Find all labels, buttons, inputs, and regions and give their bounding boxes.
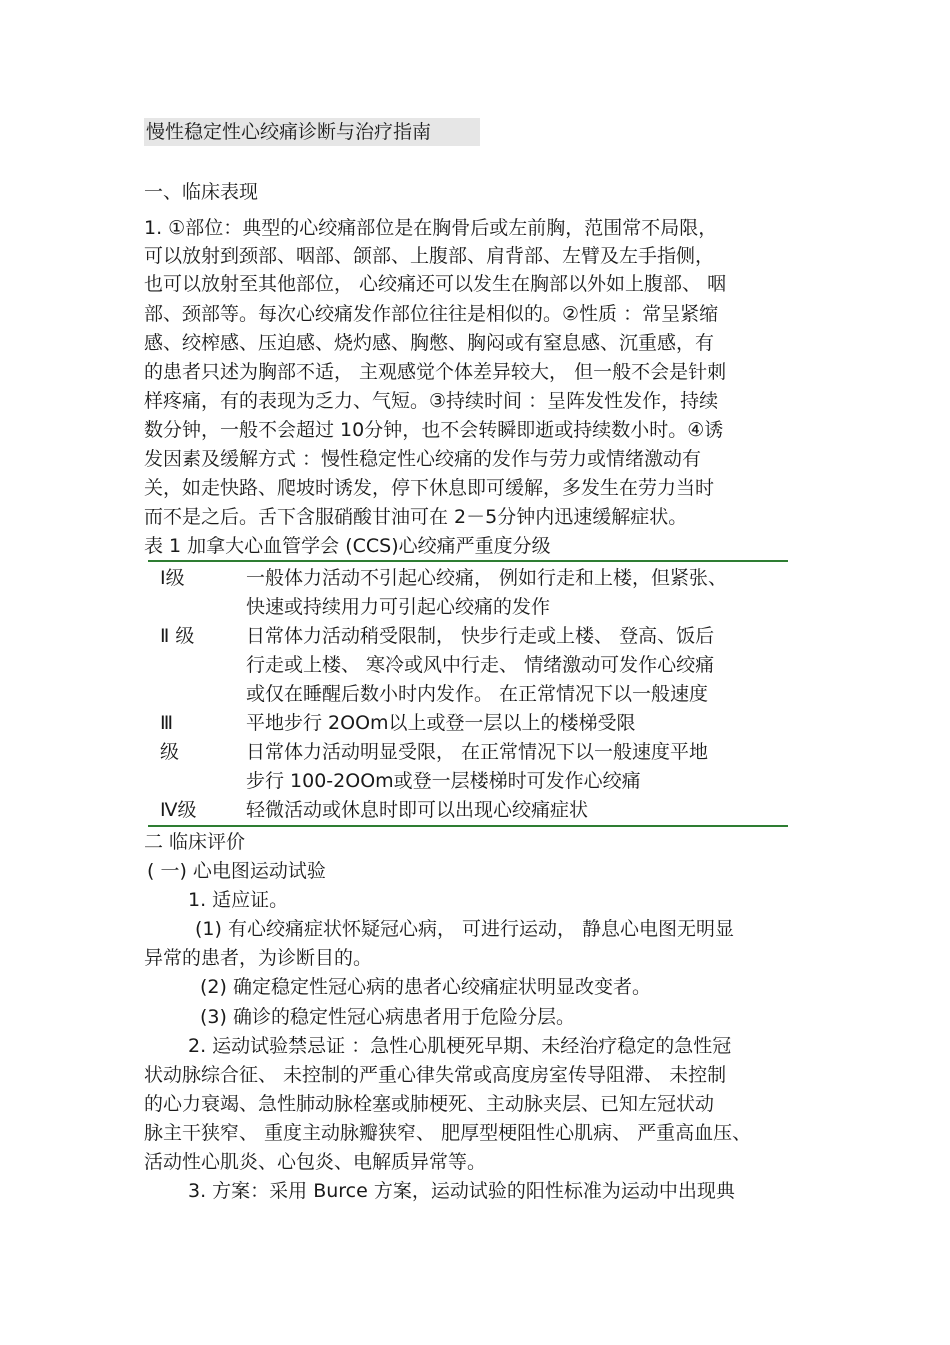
indication-point: (3) 确诊的稳定性冠心病患者用于危险分层。 — [200, 1006, 575, 1028]
table-cell-desc: 平地步行 2OOm以上或登一层以上的楼梯受限 — [246, 712, 636, 734]
table-cell-desc: 日常体力活动稍受限制， 快步行走或上楼、 登高、饭后 — [246, 625, 715, 647]
paragraph-line: 关，如走快路、爬坡时诱发，停下休息即可缓解，多发生在劳力当时 — [144, 477, 715, 499]
table-cell-desc: 或仅在睡醒后数小时内发作。 在正常情况下以一般速度 — [246, 683, 709, 705]
indication-point: 异常的患者，为诊断目的。 — [144, 947, 373, 969]
document-title: 慢性稳定性心绞痛诊断与治疗指南 — [144, 118, 480, 146]
paragraph-line: 样疼痛，有的表现为乏力、气短。③持续时间 ：呈阵发性发作，持续 — [144, 390, 719, 412]
subsection-heading-ecg-exercise-test: ( 一) 心电图运动试验 — [147, 860, 326, 882]
paragraph-line: 部、颈部等。每次心绞痛发作部位往往是相似的。②性质 ：常呈紧缩 — [144, 303, 719, 325]
paragraph-line: 也可以放射至其他部位， 心绞痛还可以发生在胸部以外如上腹部、 咽 — [144, 273, 727, 295]
indication-point: (1) 有心绞痛症状怀疑冠心病， 可进行运动， 静息心电图无明显 — [195, 918, 735, 940]
table-caption: 表 1 加拿大心血管学会 (CCS)心绞痛严重度分级 — [144, 535, 551, 557]
table-cell-grade-3-suffix: 级 — [160, 741, 180, 763]
section-heading-clinical-evaluation: 二 临床评价 — [144, 831, 246, 853]
table-cell-desc: 日常体力活动明显受限， 在正常情况下以一般速度平地 — [246, 741, 709, 763]
paragraph-line: 1. ①部位：典型的心绞痛部位是在胸骨后或左前胸，范围常不局限， — [144, 217, 718, 239]
paragraph-line: 数分钟，一般不会超过 10分钟，也不会转瞬即逝或持续数小时。④诱 — [144, 419, 724, 441]
contraindication-line: 2. 运动试验禁忌证 ：急性心肌梗死早期、未经治疗稳定的急性冠 — [188, 1035, 732, 1057]
item-heading-indications: 1. 适应证。 — [188, 889, 289, 911]
table-cell-grade-1: Ⅰ级 — [160, 567, 185, 589]
paragraph-line: 的患者只述为胸部不适， 主观感觉个体差异较大， 但一般不会是针刺 — [144, 361, 727, 383]
contraindication-line: 的心力衰竭、急性肺动脉栓塞或肺梗死、主动脉夹层、已知左冠状动 — [144, 1093, 715, 1115]
contraindication-line: 脉主干狭窄、 重度主动脉瓣狭窄、 肥厚型梗阻性心肌病、 严重高血压、 — [144, 1122, 752, 1144]
contraindication-line: 活动性心肌炎、心包炎、电解质异常等。 — [144, 1151, 487, 1173]
table-cell-desc: 轻微活动或休息时即可以出现心绞痛症状 — [246, 799, 589, 821]
paragraph-line: 而不是之后。舌下含服硝酸甘油可在 2－5分钟内迅速缓解症状。 — [144, 506, 688, 528]
table-cell-desc: 快速或持续用力可引起心绞痛的发作 — [246, 596, 551, 618]
paragraph-line: 可以放射到颈部、咽部、颌部、上腹部、肩背部、左臂及左手指侧， — [144, 245, 715, 267]
section-heading-clinical-manifestation: 一、临床表现 — [144, 181, 259, 203]
table-cell-grade-4: Ⅳ级 — [160, 799, 197, 821]
table-cell-desc: 步行 100-2OOm或登一层楼梯时可发作心绞痛 — [246, 770, 641, 792]
table-cell-desc: 行走或上楼、 寒冷或风中行走、 情绪激动可发作心绞痛 — [246, 654, 715, 676]
indication-point: (2) 确定稳定性冠心病的患者心绞痛症状明显改变者。 — [200, 976, 651, 998]
table-cell-grade-2: Ⅱ 级 — [160, 625, 195, 647]
paragraph-line: 发因素及缓解方式 ：慢性稳定性心绞痛的发作与劳力或情绪激动有 — [144, 448, 702, 470]
paragraph-line: 感、绞榨感、压迫感、烧灼感、胸憋、胸闷或有窒息感、沉重感，有 — [144, 332, 715, 354]
table-bottom-rule — [148, 825, 788, 827]
table-top-rule — [148, 560, 788, 562]
contraindication-line: 状动脉综合征、 未控制的严重心律失常或高度房室传导阻滞、 未控制 — [144, 1064, 727, 1086]
protocol-line: 3. 方案：采用 Burce 方案，运动试验的阳性标准为运动中出现典 — [188, 1180, 735, 1202]
table-cell-grade-3: Ⅲ — [160, 712, 174, 734]
table-cell-desc: 一般体力活动不引起心绞痛， 例如行走和上楼，但紧张、 — [246, 567, 728, 589]
